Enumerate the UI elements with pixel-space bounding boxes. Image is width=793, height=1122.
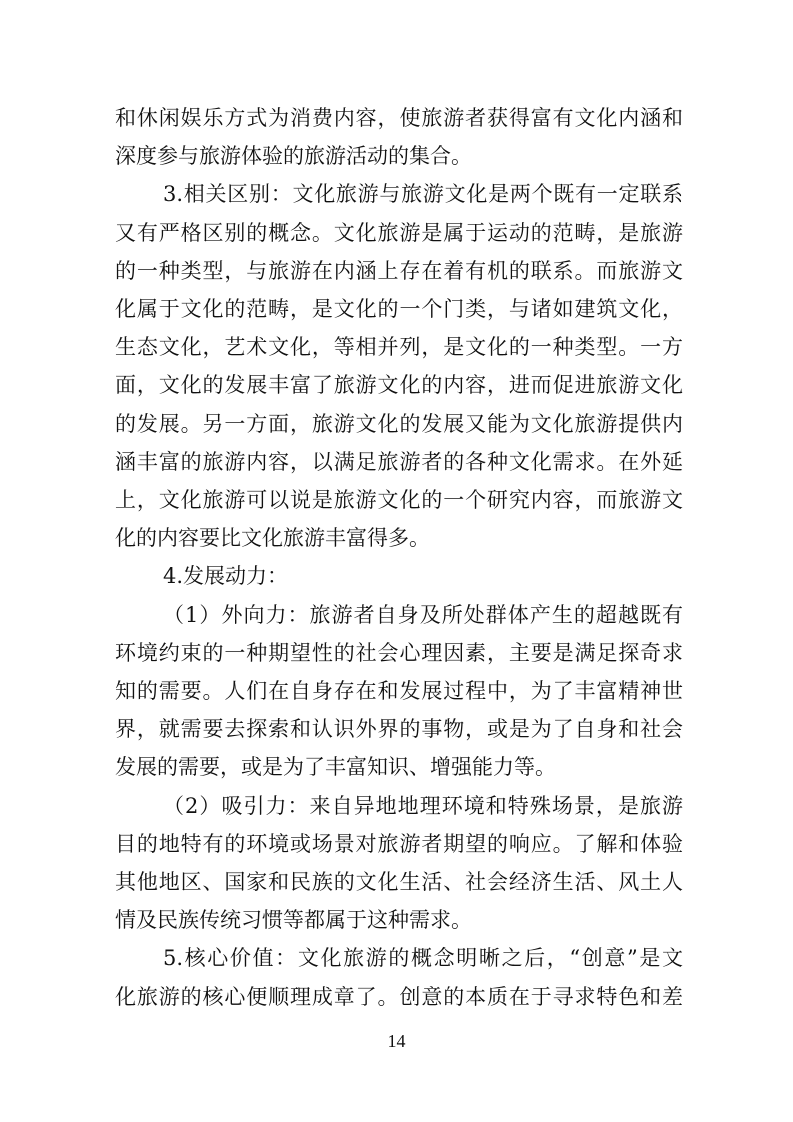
text-line: 的发展。另一方面，旅游文化的发展又能为文化旅游提供内 xyxy=(115,411,683,436)
text-line: 界，就需要去探索和认识外界的事物，或是为了自身和社会 xyxy=(115,717,683,742)
text-line: 生态文化，艺术文化，等相并列，是文化的一种类型。一方 xyxy=(115,335,683,360)
page-number: 14 xyxy=(387,1031,406,1051)
text-line: 5.核心价值：文化旅游的概念明晰之后，“创意”是文 xyxy=(163,946,683,971)
text-line: 其他地区、国家和民族的文化生活、社会经济生活、风土人 xyxy=(115,870,683,894)
text-line: 深度参与旅游体验的旅游活动的集合。 xyxy=(115,144,472,169)
text-line: 3.相关区别：文化旅游与旅游文化是两个既有一定联系 xyxy=(163,182,683,207)
text-line: 和休闲娱乐方式为消费内容，使旅游者获得富有文化内涵和 xyxy=(115,106,683,130)
text-line: 环境约束的一种期望性的社会心理因素，主要是满足探奇求 xyxy=(115,640,683,665)
text-line: 又有严格区别的概念。文化旅游是属于运动的范畴，是旅游 xyxy=(115,220,683,245)
text-line: 面，文化的发展丰富了旅游文化的内容，进而促进旅游文化 xyxy=(115,373,683,398)
text-line: （1）外向力：旅游者自身及所处群体产生的超越既有 xyxy=(163,602,683,627)
text-line: 知的需要。人们在自身存在和发展过程中，为了丰富精神世 xyxy=(115,679,683,703)
text-line: 的一种类型，与旅游在内涵上存在着有机的联系。而旅游文 xyxy=(115,258,683,283)
text-line: 发展的需要，或是为了丰富知识、增强能力等。 xyxy=(115,755,556,780)
text-line: 4.发展动力： xyxy=(163,564,289,589)
text-line: 化旅游的核心便顺理成章了。创意的本质在于寻求特色和差 xyxy=(115,984,683,1009)
text-line: 化的内容要比文化旅游丰富得多。 xyxy=(115,526,430,551)
text-line: 情及民族传统习惯等都属于这种需求。 xyxy=(115,908,472,933)
text-line: 上，文化旅游可以说是旅游文化的一个研究内容，而旅游文 xyxy=(115,488,683,512)
text-line: （2）吸引力：来自异地地理环境和特殊场景，是旅游 xyxy=(163,793,683,818)
text-line: 涵丰富的旅游内容，以满足旅游者的各种文化需求。在外延 xyxy=(115,449,683,474)
text-line: 化属于文化的范畴，是文化的一个门类，与诸如建筑文化， xyxy=(115,297,683,321)
text-line: 目的地特有的环境或场景对旅游者期望的响应。了解和体验 xyxy=(115,831,683,856)
